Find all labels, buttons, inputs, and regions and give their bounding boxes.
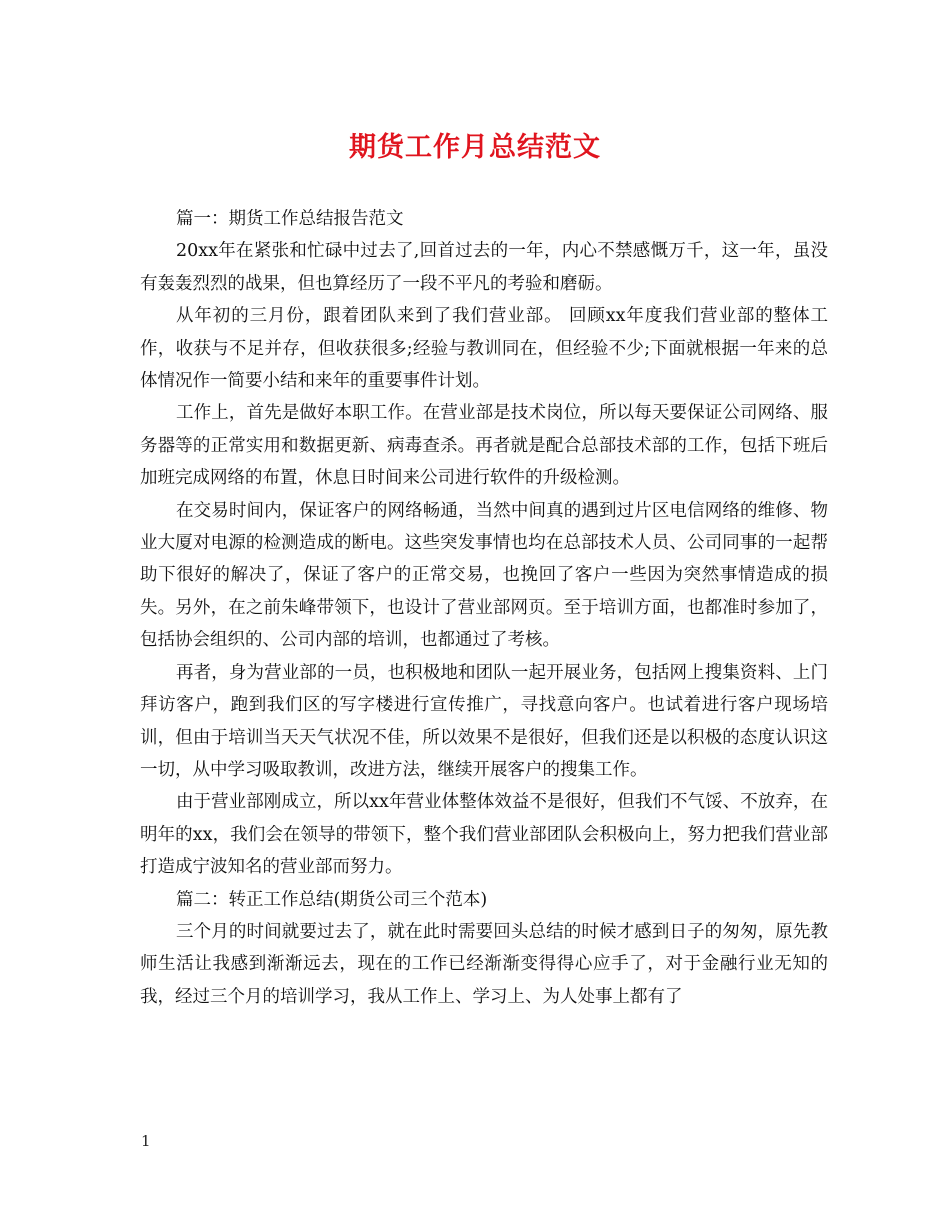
paragraph: 由于营业部刚成立，所以xx年营业体整体效益不是很好，但我们不气馁、不放弃，在明年的xx，我们会在领导的带领下，整个我们营业部团队会积极向上，努力把我们营业部打造成宁波知名的营业部而努力。 <box>140 792 828 878</box>
page-number: 1 <box>141 1132 151 1150</box>
section-heading-2: 篇二：转正工作总结(期货公司三个范本) <box>176 889 488 910</box>
paragraph: 再者，身为营业部的一员，也积极地和团队一起开展业务，包括网上搜集资料、上门拜访客户，跑到我们区的写字楼进行宣传推广，寻找意向客户。也试着进行客户现场培训，但由于培训当天天气状况不佳，所以效果不是很好，但我们还是以积极的态度认识这一切，从中学习吸取教训，改进方法，继续开展客户的搜集工作。 <box>140 662 828 780</box>
paragraph: 在交易时间内，保证客户的网络畅通，当然中间真的遇到过片区电信网络的维修、物业大厦对电源的检测造成的断电。这些突发事情也均在总部技术人员、公司同事的一起帮助下很好的解决了，保证了客户的正常交易，也挽回了客户一些因为突然事情造成的损失。另外，在之前朱峰带领下，也设计了营业部网页。至于培训方面，也都准时参加了，包括协会组织的、公司内部的培训，也都通过了考核。 <box>140 500 828 651</box>
paragraph: 20xx年在紧张和忙碌中过去了,回首过去的一年，内心不禁感慨万千，这一年，虽没有轰轰烈烈的战果，但也算经历了一段不平凡的考验和磨砺。 <box>140 241 828 294</box>
paragraph: 工作上，首先是做好本职工作。在营业部是技术岗位，所以每天要保证公司网络、服务器等的正常实用和数据更新、病毒查杀。再者就是配合总部技术部的工作，包括下班后加班完成网络的布置，休息日时间来公司进行软件的升级检测。 <box>140 403 828 489</box>
document-body <box>140 203 828 1013</box>
paragraph: 从年初的三月份，跟着团队来到了我们营业部。 回顾xx年度我们营业部的整体工作，收获与不足并存，但收获很多;经验与教训同在，但经验不少;下面就根据一年来的总体情况作一简要小结和来年的重要事件计划。 <box>140 306 828 392</box>
section-heading-1: 篇一：期货工作总结报告范文 <box>176 209 404 229</box>
paragraph: 三个月的时间就要过去了，就在此时需要回头总结的时候才感到日子的匆匆，原先教师生活让我感到渐渐远去，现在的工作已经渐渐变得得心应手了，对于金融行业无知的我，经过三个月的培训学习，我从工作上、学习上、为人处事上都有了 <box>140 921 828 1007</box>
document-title: 期货工作月总结范文 <box>349 132 601 163</box>
